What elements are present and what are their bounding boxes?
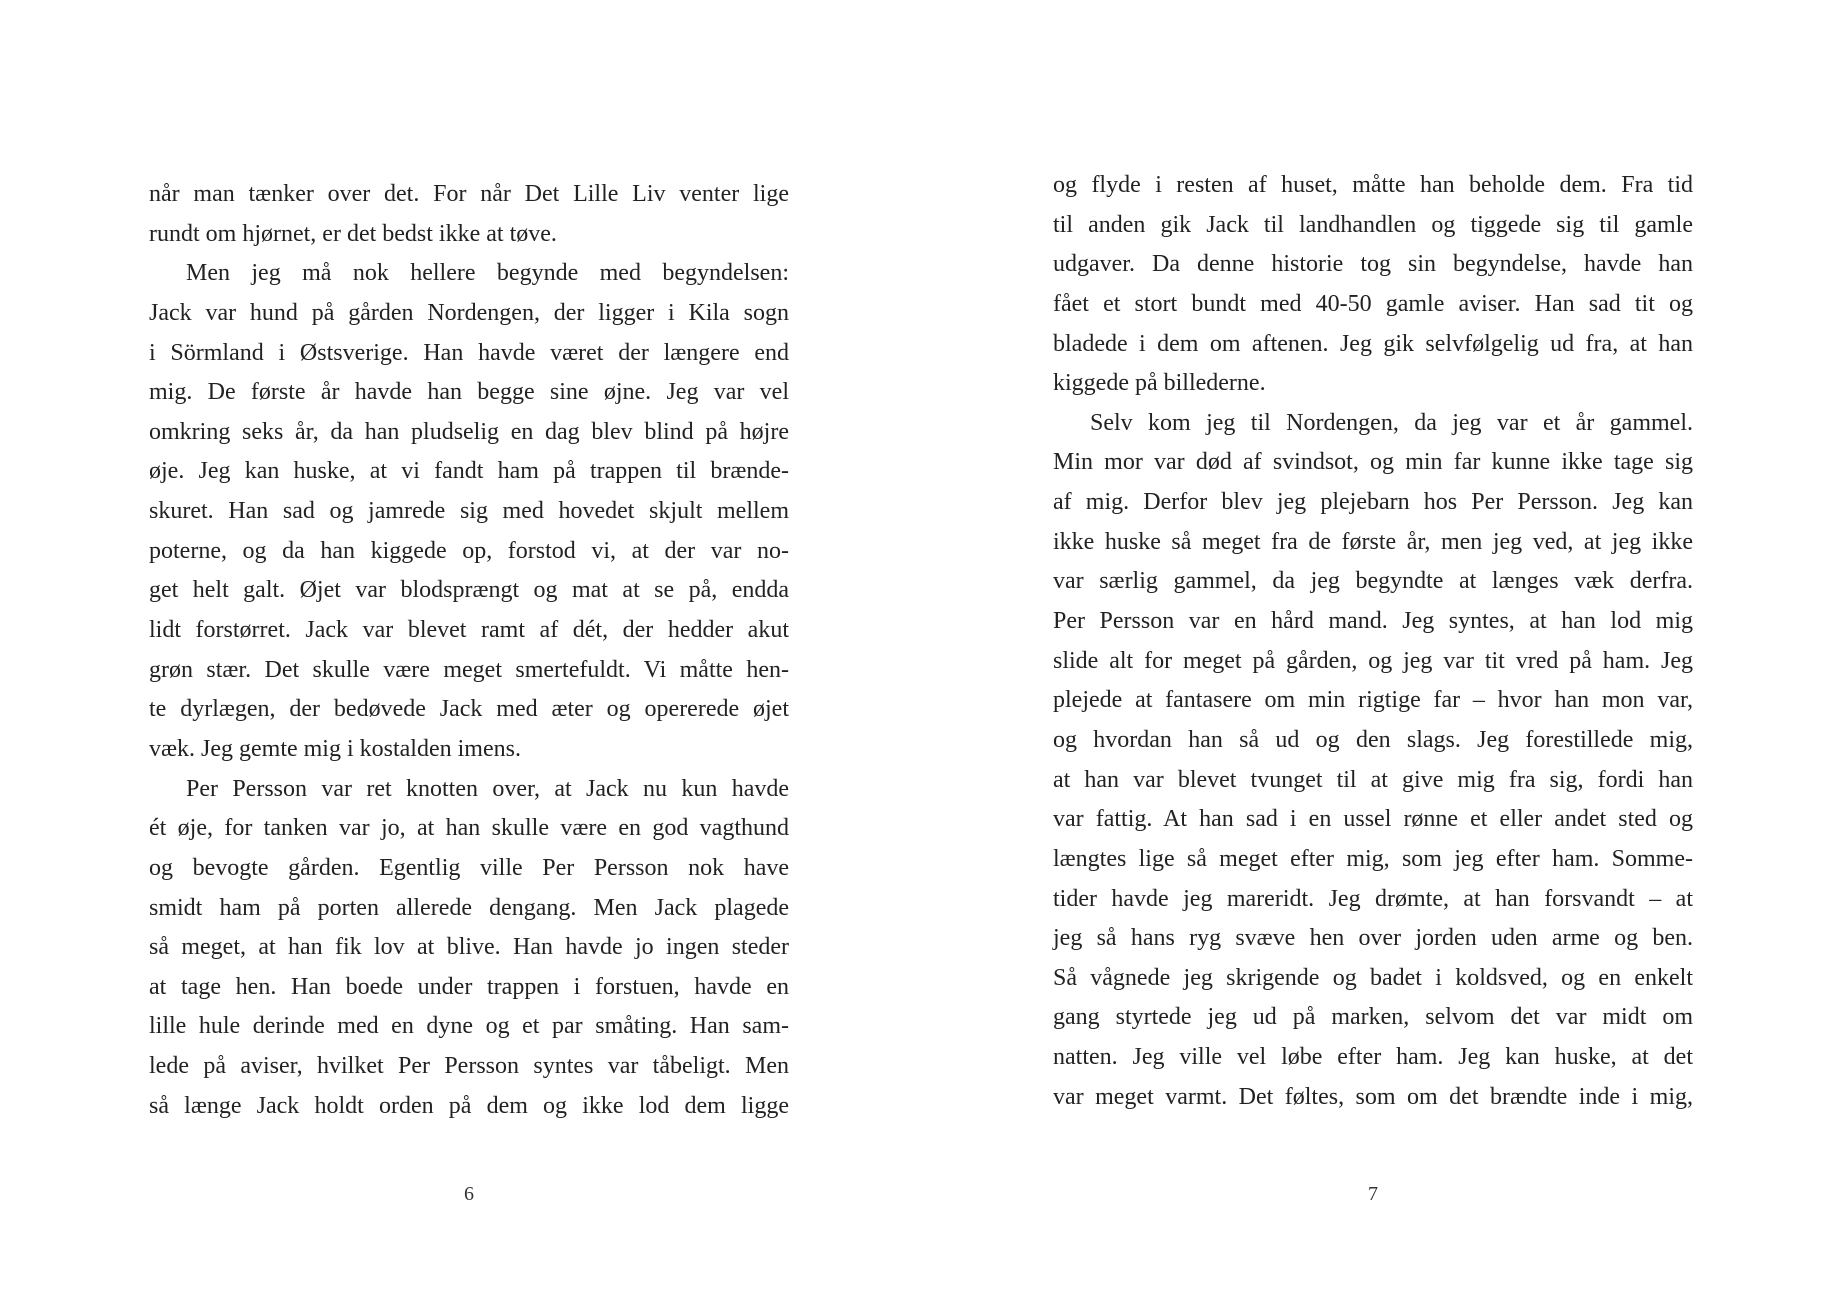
right-page-text-column <box>1053 166 1693 1117</box>
text-line: til anden gik Jack til landhandlen og tiggede sig til gamle <box>1053 211 1693 238</box>
text-line: var særlig gammel, da jeg begyndte at længes væk derfra. <box>1053 568 1693 595</box>
text-line: var fattig. At han sad i en ussel rønne et eller andet sted og <box>1053 806 1693 833</box>
text-line: poterne, og da han kiggede op, forstod vi, at der var no- <box>149 537 789 564</box>
text-line: omkring seks år, da han pludselig en dag blev blind på højre <box>149 418 789 445</box>
page-number: 7 <box>1368 1183 1378 1205</box>
text-line: af mig. Derfor blev jeg plejebarn hos Per Persson. Jeg kan <box>1053 489 1693 516</box>
text-line: gang styrtede jeg ud på marken, selvom det var midt om <box>1053 1004 1693 1031</box>
text-line: ikke huske så meget fra de første år, men jeg ved, at jeg ikke <box>1053 528 1693 555</box>
text-line: Min mor var død af svindsot, og min far kunne ikke tage sig <box>1053 449 1693 476</box>
right-page <box>922 0 1844 1308</box>
text-line: lille hule derinde med en dyne og et par småting. Han sam- <box>149 1013 789 1040</box>
text-line: øje. Jeg kan huske, at vi fandt ham på trappen til brænde- <box>149 458 789 485</box>
text-line: når man tænker over det. For når Det Lille Liv venter lige <box>149 181 789 207</box>
text-line: fået et stort bundt med 40-50 gamle aviser. Han sad tit og <box>1053 290 1693 317</box>
left-page-text-column <box>149 175 789 1126</box>
text-line: get helt galt. Øjet var blodsprængt og mat at se på, endda <box>149 577 789 604</box>
text-line: bladede i dem om aftenen. Jeg gik selvfølgelig ud fra, at han <box>1053 330 1693 357</box>
text-line: tider havde jeg mareridt. Jeg drømte, at han forsvandt – at <box>1053 885 1693 912</box>
page-number: 6 <box>464 1183 474 1205</box>
text-line: længtes lige så meget efter mig, som jeg efter ham. Somme- <box>1053 845 1693 872</box>
text-line: te dyrlægen, der bedøvede Jack med æter og opererede øjet <box>149 696 789 723</box>
text-line: Men jeg må nok hellere begynde med begyndelsen: <box>186 260 789 287</box>
text-line: i Sörmland i Østsverige. Han havde været der længere end <box>149 339 789 366</box>
text-line: lede på aviser, hvilket Per Persson syntes var tåbeligt. Men <box>149 1053 789 1080</box>
text-line: og bevogte gården. Egentlig ville Per Persson nok have <box>149 854 789 881</box>
text-line: Jack var hund på gården Nordengen, der ligger i Kila sogn <box>149 299 789 326</box>
text-line: Per Persson var ret knotten over, at Jack nu kun havde <box>186 775 789 802</box>
text-line: plejede at fantasere om min rigtige far – hvor han mon var, <box>1053 687 1693 714</box>
text-line: at tage hen. Han boede under trappen i forstuen, havde en <box>149 973 789 1000</box>
text-line: så længe Jack holdt orden på dem og ikke lod dem ligge <box>149 1092 789 1119</box>
text-line: udgaver. Da denne historie tog sin begyndelse, havde han <box>1053 251 1693 278</box>
text-line: skuret. Han sad og jamrede sig med hovedet skjult mellem <box>149 498 789 525</box>
text-line: smidt ham på porten allerede dengang. Men Jack plagede <box>149 894 789 921</box>
text-line: kiggede på billederne. <box>1053 370 1266 397</box>
text-line: lidt forstørret. Jack var blevet ramt af dét, der hedder akut <box>149 617 789 644</box>
text-line: væk. Jeg gemte mig i kostalden imens. <box>149 735 521 762</box>
text-line: natten. Jeg ville vel løbe efter ham. Jeg kan huske, at det <box>1053 1044 1693 1071</box>
text-line: ét øje, for tanken var jo, at han skulle være en god vagthund <box>149 815 789 842</box>
text-line: Så vågnede jeg skrigende og badet i koldsved, og en enkelt <box>1053 964 1693 991</box>
text-line: var meget varmt. Det føltes, som om det brændte inde i mig, <box>1053 1083 1693 1110</box>
text-line: og flyde i resten af huset, måtte han beholde dem. Fra tid <box>1053 172 1693 198</box>
text-line: at han var blevet tvunget til at give mig fra sig, fordi han <box>1053 766 1693 793</box>
text-line: jeg så hans ryg svæve hen over jorden uden arme og ben. <box>1053 925 1693 952</box>
text-line: grøn stær. Det skulle være meget smertefuldt. Vi måtte hen- <box>149 656 789 683</box>
text-line: rundt om hjørnet, er det bedst ikke at tøve. <box>149 220 557 247</box>
text-line: Per Persson var en hård mand. Jeg syntes, at han lod mig <box>1053 608 1693 635</box>
text-line: Selv kom jeg til Nordengen, da jeg var et år gammel. <box>1090 409 1693 436</box>
text-line: så meget, at han fik lov at blive. Han havde jo ingen steder <box>149 934 789 961</box>
text-line: mig. De første år havde han begge sine øjne. Jeg var vel <box>149 379 789 406</box>
text-line: slide alt for meget på gården, og jeg var tit vred på ham. Jeg <box>1053 647 1693 674</box>
text-line: og hvordan han så ud og den slags. Jeg forestillede mig, <box>1053 726 1693 753</box>
